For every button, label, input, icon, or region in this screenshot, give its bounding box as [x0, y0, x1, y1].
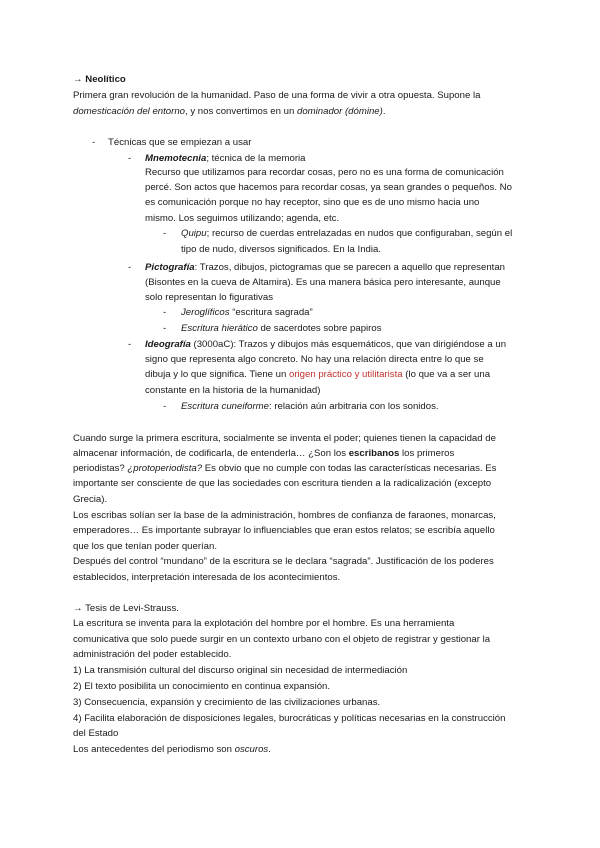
list-bullet: - — [163, 323, 167, 334]
quipu-item-cont: tipo de nudo, diversos significados. En la India. — [181, 244, 381, 255]
levi-strauss-text: administración del poder establecido. — [73, 649, 232, 660]
escribas-paragraph: emperadores… Es importante subrayar lo influenciables que eran estos relatos; se escribía aquello — [73, 525, 495, 536]
pictografia-text: solo representan lo figurativas — [145, 292, 273, 303]
levi-point-1: 1) La transmisión cultural del discurso original sin necesidad de intermediación — [73, 665, 408, 676]
neolitico-heading: → Neolítico — [73, 74, 126, 85]
list-bullet: - — [163, 228, 167, 239]
ideografia-text: signo que representa algo concreto. No hay una relación directa entre lo que se — [145, 354, 484, 365]
jeroglificos-item: Jeroglíficos “escritura sagrada” — [181, 307, 313, 318]
cuneiforme-item: Escritura cuneiforme: relación aún arbitraria con los sonidos. — [181, 401, 439, 412]
poder-paragraph: periodistas? ¿protoperiodista? Es obvio que no cumple con todas las características necesarias. Es — [73, 463, 497, 474]
list-bullet: - — [163, 401, 167, 412]
list-bullet: - — [128, 153, 132, 164]
pictografia-title: Pictografía: Trazos, dibujos, pictogramas que se parecen a aquello que representan — [145, 262, 505, 273]
antecedentes-line: Los antecedentes del periodismo son oscuros. — [73, 744, 271, 755]
list-bullet: - — [128, 262, 132, 273]
mnemotecnia-text: Recurso que utilizamos para recordar cosas, pero no es una forma de comunicación — [145, 167, 504, 178]
levi-point-3: 3) Consecuencia, expansión y crecimiento de las civilizaciones urbanas. — [73, 697, 381, 708]
mnemotecnia-text: percé. Son actos que hacemos para recordar cosas, ya sean grandes o pequeños. No — [145, 182, 512, 193]
ideografia-text: constante en la historia de la humanidad) — [145, 385, 321, 396]
levi-strauss-heading: → Tesis de Levi-Strauss. — [73, 603, 179, 614]
neolitico-intro-line: domesticación del entorno, y nos convertimos en un dominador (dómine). — [73, 106, 386, 117]
poder-paragraph: Grecia). — [73, 494, 108, 505]
poder-paragraph: importante ser consciente de que las sociedades con escritura tienden a la radicalización (excepto — [73, 478, 492, 489]
list-bullet: - — [163, 307, 167, 318]
poder-paragraph: almacenar información, de codificarla, de entenderla… ¿Son los escribanos los primeros — [73, 448, 455, 459]
hieratico-item: Escritura hierático de sacerdotes sobre papiros — [181, 323, 382, 334]
ideografia-title: Ideografía (3000aC): Trazos y dibujos más esquemáticos, que van dirigiéndose a un — [145, 339, 507, 350]
neolitico-intro-line: Primera gran revolución de la humanidad. Paso de una forma de vivir a otra opuesta. Supone la — [73, 90, 481, 101]
levi-point-4-cont: del Estado — [73, 728, 119, 739]
pictografia-text: (Bisontes en la cueva de Altamira). Es una manera básica pero interesante, aunque — [145, 277, 501, 288]
list-bullet: - — [92, 137, 96, 148]
sagrada-paragraph: establecidos, interpretación interesada de los acontecimientos. — [73, 572, 341, 583]
levi-point-4: 4) Facilita elaboración de disposiciones legales, burocráticas y políticas necesarias en la construcción — [73, 713, 506, 724]
levi-point-2: 2) El texto posibilita un conocimiento en continua expansión. — [73, 681, 331, 692]
levi-strauss-text: comunicativa que solo puede surgir en un contexto urbano con el objeto de registrar y gestionar la — [73, 634, 491, 645]
list-bullet: - — [128, 339, 132, 350]
tecnicas-label: Técnicas que se empiezan a usar — [108, 137, 252, 148]
escribas-paragraph: Los escribas solían ser la base de la administración, hombres de confianza de faraones, monarcas, — [73, 510, 496, 521]
mnemotecnia-text: mismo. Los seguimos utilizando; agenda, etc. — [145, 213, 340, 224]
mnemotecnia-text: es comunicación porque no hay receptor, sino que es de uno mismo hacia uno — [145, 197, 480, 208]
mnemotecnia-title: Mnemotecnia; técnica de la memoria — [145, 153, 306, 164]
quipu-item: Quipu; recurso de cuerdas entrelazadas en nudos que configuraban, según el — [181, 228, 513, 239]
highlight-text: origen práctico y utilitarista — [289, 369, 403, 380]
ideografia-text: dibuja y lo que significa. Tiene un origen práctico y utilitarista (lo que va a ser una — [145, 369, 491, 380]
poder-paragraph: Cuando surge la primera escritura, socialmente se inventa el poder; quienes tienen la capacidad de — [73, 433, 496, 444]
levi-strauss-text: La escritura se inventa para la explotación del hombre por el hombre. Es una herramienta — [73, 618, 455, 629]
escribas-paragraph: que los que tenían poder querían. — [73, 541, 218, 552]
sagrada-paragraph: Después del control “mundano” de la escritura se le declara “sagrada”. Justificación de los poderes — [73, 556, 494, 567]
